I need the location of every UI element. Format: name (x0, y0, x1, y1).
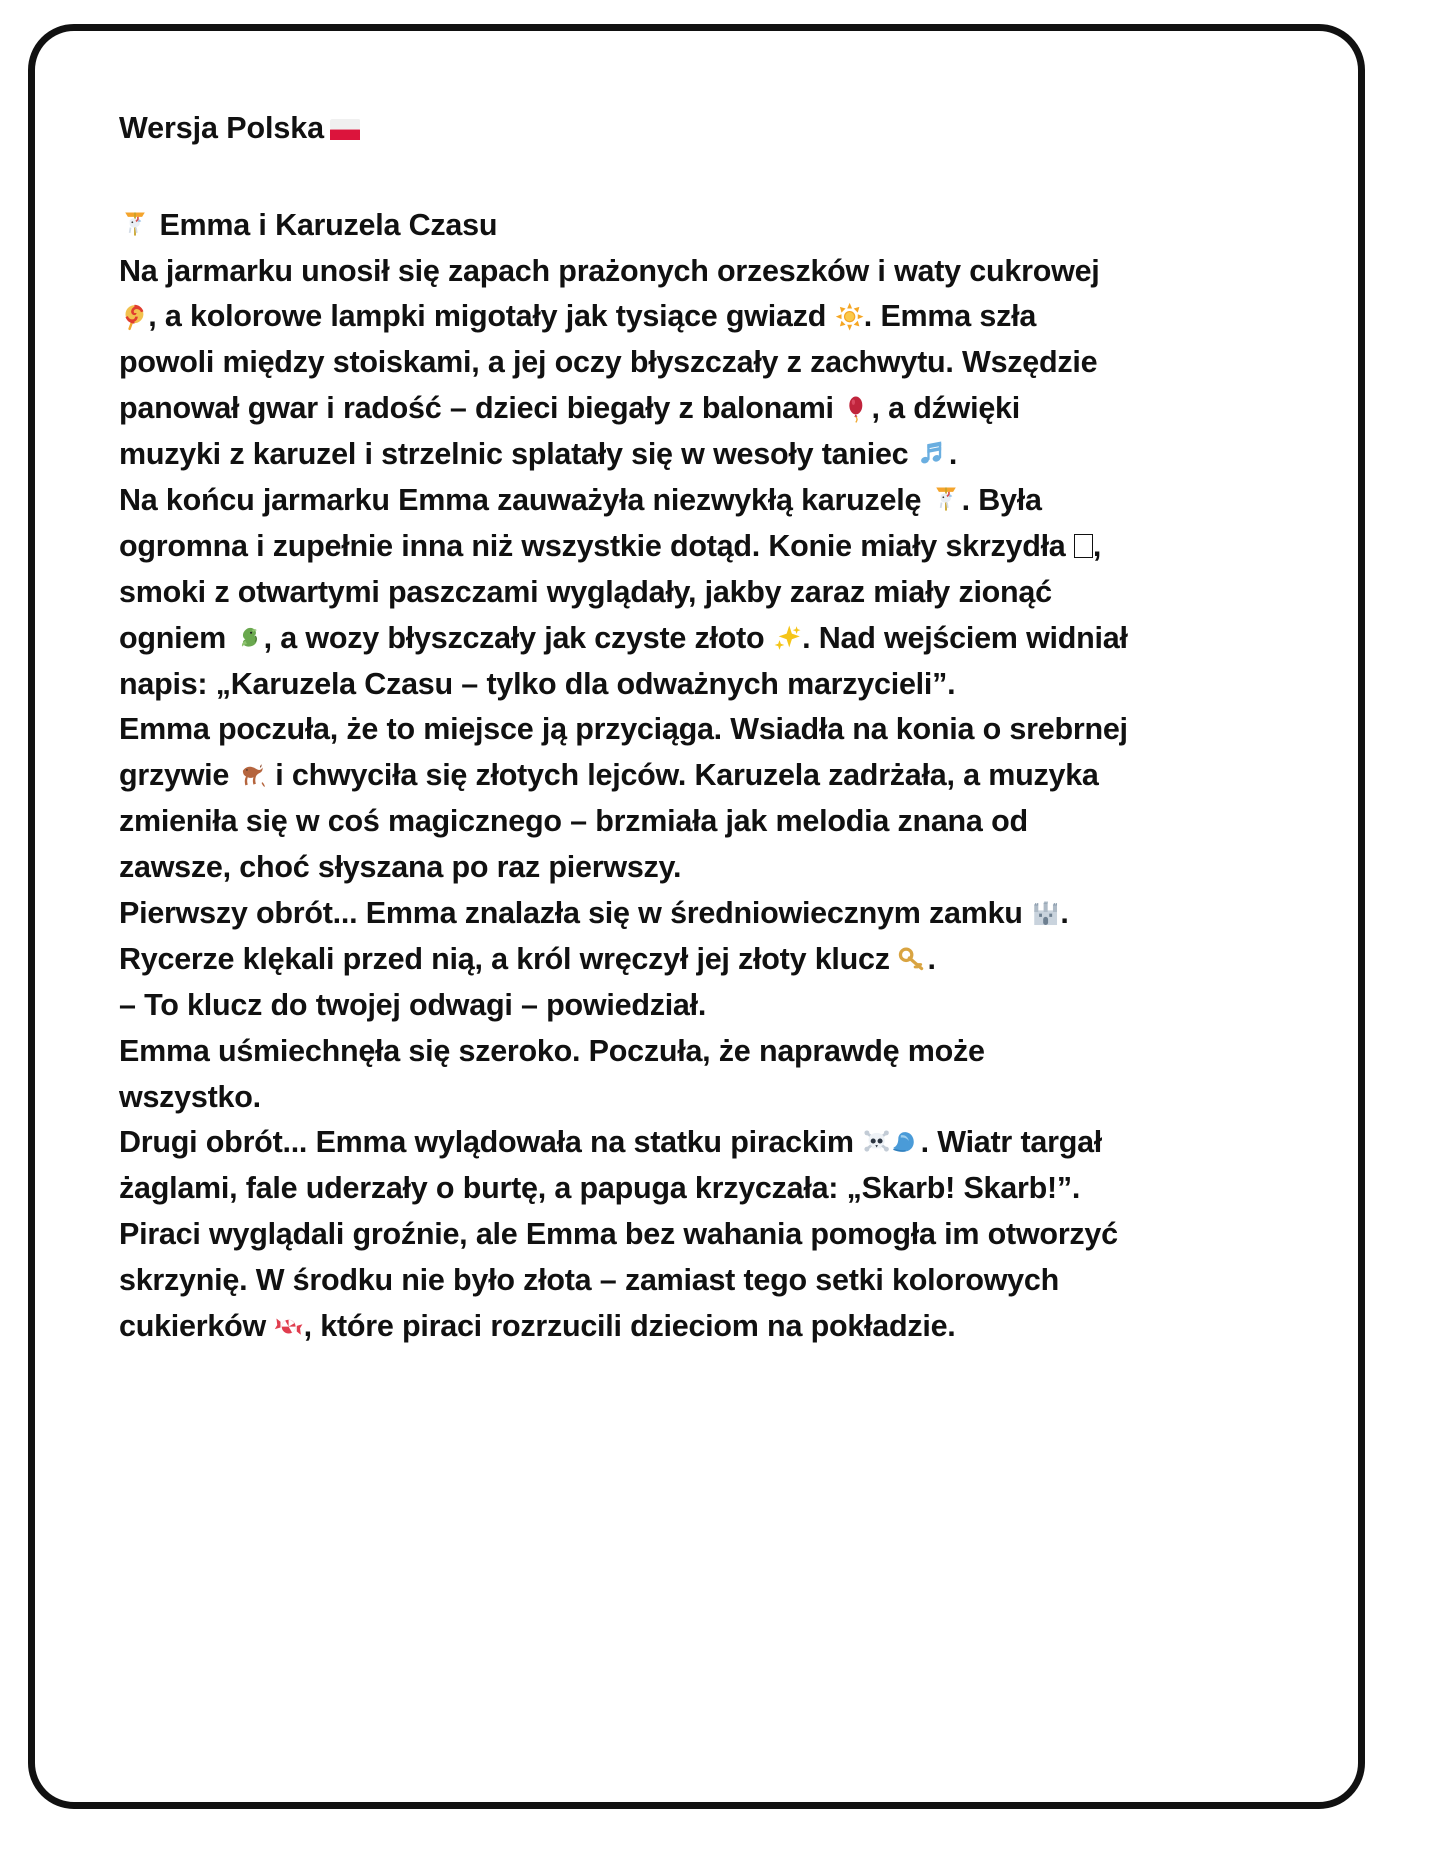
text-segment: , a kolorowe lampki migotały jak tysiące gwiazd (148, 299, 835, 334)
text-segment: Emma poczuła, że to miejsce ją przyciąga. Wsiadła na konia o srebrnej grzywie (119, 712, 1128, 793)
story-paragraph-3 (119, 707, 1129, 891)
text-segment: Drugi obrót... Emma wylądowała na statku pirackim (119, 1125, 863, 1160)
text-segment: i chwyciła się złotych lejców. Karuzela zadrżała, a muzyka zmieniła się w coś magicznego – brzmiała jak melodia znana od zawsze, choć słyszana po raz pierwszy. (119, 758, 1099, 885)
story-paragraph-6 (119, 1029, 1129, 1121)
story-paragraph-7 (119, 1120, 1129, 1349)
dragon-icon (234, 621, 263, 650)
text-segment: . (948, 437, 958, 472)
wave-icon (891, 1125, 920, 1154)
text-segment: . Wiatr targał żaglami, fale uderzały o burtę, a papuga krzyczała: „Skarb! Skarb!”. Piraci wyglądali groźnie, ale Emma bez wahania pomogła im otworzyć skrzynię. W środku nie było złota – zamiast tego setki kolorowych cukierków (119, 1125, 1118, 1344)
text-segment: , a wozy błyszczały jak czyste złoto (263, 620, 773, 655)
story-paragraph-2 (119, 478, 1129, 707)
story-paragraph-5 (119, 983, 1129, 1029)
page-title-text: Wersja Polska (119, 111, 324, 145)
story-title-line (119, 203, 1129, 249)
flag-poland-icon (330, 111, 361, 133)
text-segment: . Rycerze klękali przed nią, a król wręczył jej złoty klucz (119, 896, 1069, 976)
text-segment: . (927, 941, 936, 976)
text-segment: Na jarmarku unosił się zapach prażonych orzeszków i waty cukrowej (119, 253, 1100, 288)
text-segment: – To klucz do twojej odwagi – powiedział. (119, 987, 707, 1022)
text-segment: Pierwszy obrót... Emma znalazła się w średniowiecznym zamku (119, 896, 1032, 930)
musical-notes-icon (917, 437, 949, 466)
text-segment: . Nad wejściem widniał napis: „Karuzela Czasu – tylko dla odważnych marzycieli”. (119, 620, 1128, 701)
candy-icon (274, 1309, 303, 1338)
sun-icon (835, 299, 864, 328)
text-segment: , smoki z otwartymi paszczami wyglądały, jakby zaraz miały zionąć ogniem (119, 528, 1102, 655)
text-segment: Emma uśmiechnęła się szeroko. Poczuła, że naprawdę może wszystko. (119, 1033, 985, 1114)
text-segment: . Była ogromna i zupełnie inna niż wszystkie dotąd. Konie miały skrzydła (119, 482, 1074, 563)
horse-icon (238, 758, 267, 787)
missing-glyph-box-icon (1074, 534, 1093, 558)
story-paragraph-4 (119, 891, 1129, 983)
key-icon (898, 942, 927, 971)
carousel-horse-icon (119, 208, 151, 237)
text-segment: , a dźwięki muzyki z karuzel i strzelnic splatały się w wesoły taniec (119, 391, 1020, 472)
skull-and-crossbones-icon (862, 1125, 891, 1154)
story-paragraph-1 (119, 249, 1129, 478)
story-card (28, 24, 1365, 1809)
text-segment: . Emma szła powoli między stoiskami, a jej oczy błyszczały z zachwytu. Wszędzie panował gwar i radość – dzieci biegały z balonami (119, 299, 1098, 426)
text-segment: Na końcu jarmarku Emma zauważyła niezwykłą karuzelę (119, 482, 930, 517)
sparkles-icon (773, 621, 802, 650)
balloon-icon (842, 391, 871, 420)
castle-icon (1031, 896, 1060, 925)
card-content (119, 109, 1129, 1350)
page-title (119, 109, 1129, 149)
carousel-horse-icon (930, 483, 962, 512)
story-body (119, 203, 1129, 1350)
story-title-text: Emma i Karuzela Czasu (159, 207, 498, 242)
lollipop-icon (119, 299, 148, 328)
text-segment: , które piraci rozrzucili dzieciom na pokładzie. (303, 1309, 956, 1344)
